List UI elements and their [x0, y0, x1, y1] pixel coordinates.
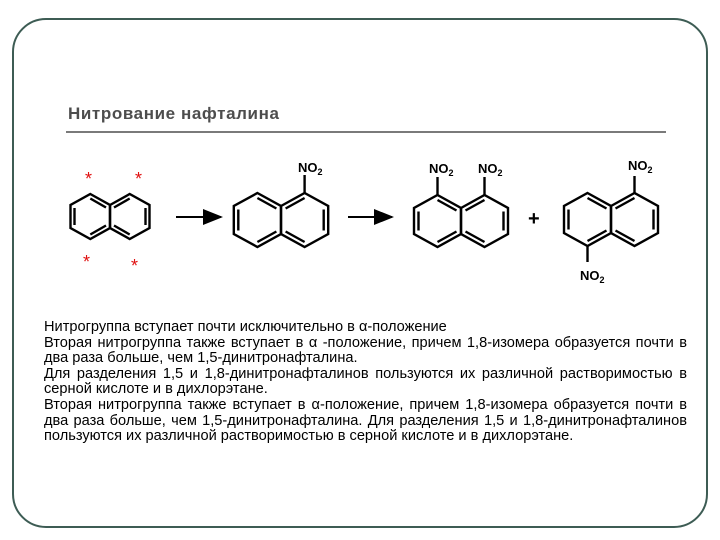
paragraph: Нитрогруппа вступает почти исключительно в α-положение [44, 319, 447, 335]
dinitronaphthalene-1-8-structure [414, 177, 508, 247]
body-text [44, 320, 687, 445]
alpha-marker-5: * [131, 256, 139, 276]
nitronaphthalene-structure [234, 175, 328, 247]
paragraph: Вторая нитрогруппа также вступает в α -положение, причем 1,8-изомера образуется почти в два раза больше, чем 1,5-динитронафталина. [44, 334, 687, 367]
naphthalene-structure [71, 194, 150, 239]
slide-title: Нитрование нафталина [68, 104, 280, 123]
nitro-group-label: $NO_2$ [298, 160, 323, 177]
alpha-marker-1: * [85, 169, 93, 189]
paragraph: Для разделения 1,5 и 1,8-динитронафталинов пользуются их различной растворимостью в серной кислоте и в дихлорэтане. [44, 365, 687, 398]
nitro-group-label: $NO_2$ [628, 158, 653, 175]
nitro-group-label: $NO_2$ [580, 268, 605, 285]
plus-sign: + [528, 208, 540, 230]
alpha-marker-4: * [83, 252, 91, 272]
paragraph: Вторая нитрогруппа также вступает в α-положение, причем 1,8-изомера образуется почти в два раза больше, чем 1,5-динитронафталина. Для разделения 1,5 и 1,8-динитронафталинов пользуются их различной растворимостью в серной кислоте и в дихлорэтане. [44, 396, 687, 445]
nitro-group-label: $NO_2$ [429, 161, 454, 178]
nitro-group-label: $NO_2$ [478, 161, 503, 178]
alpha-marker-8: * [135, 169, 143, 189]
dinitronaphthalene-1-5-structure [564, 176, 658, 262]
